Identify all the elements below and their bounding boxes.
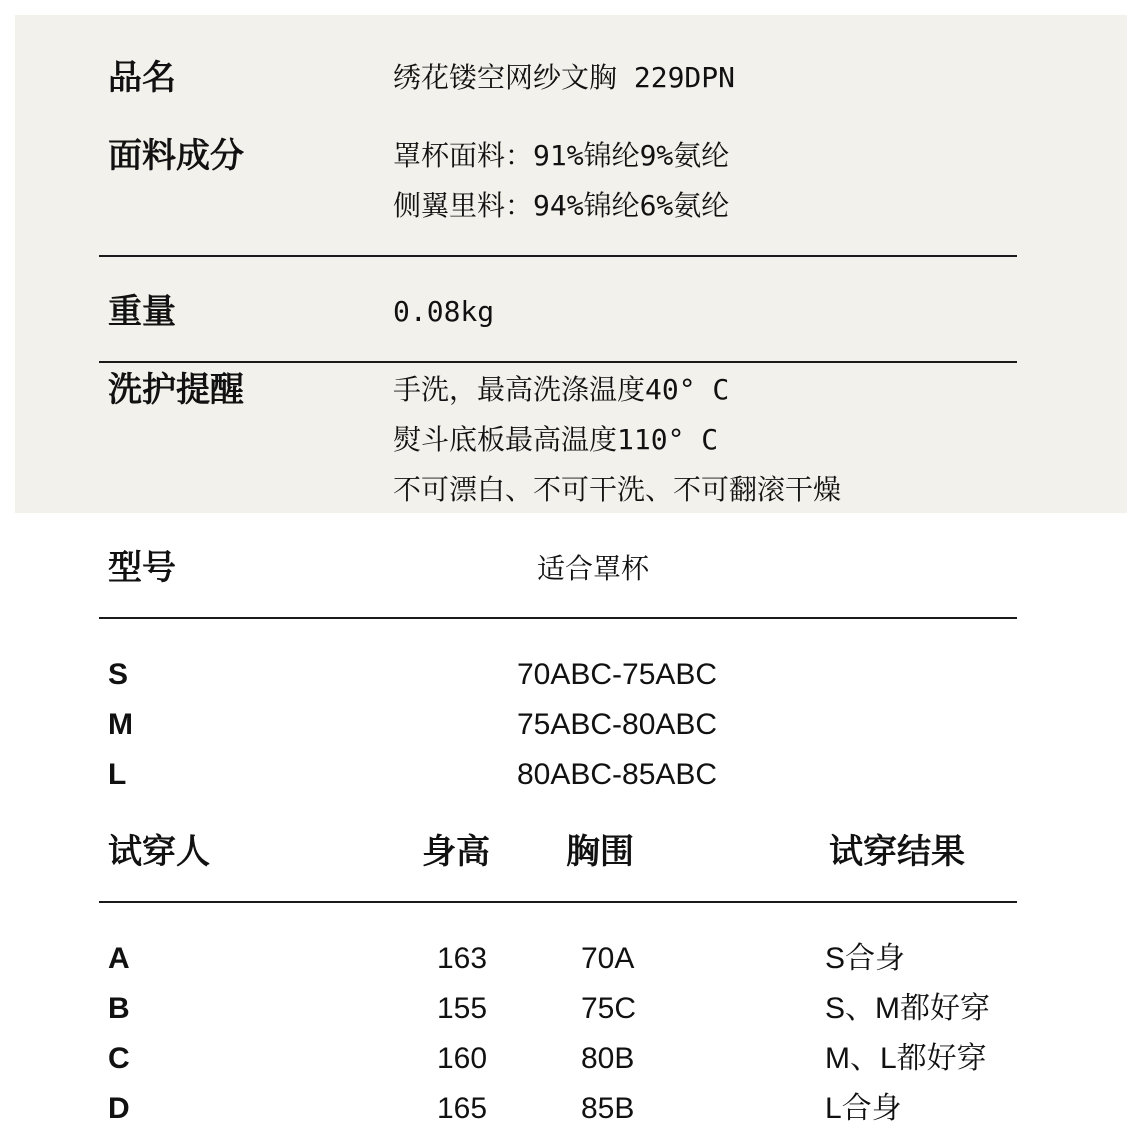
size-header-model: 型号 [108, 548, 176, 588]
trial-row-d-result: L合身 [825, 1092, 902, 1125]
trial-row-d-bust: 85B [581, 1092, 635, 1125]
trial-row-a-person: A [108, 942, 130, 975]
size-header-cup: 适合罩杯 [537, 552, 650, 585]
trial-row-c-person: C [108, 1042, 130, 1075]
size-row-l-cup: 80ABC-85ABC [517, 758, 718, 791]
fabric-label: 面料成分 [108, 136, 244, 176]
divider-info-1 [99, 255, 1017, 257]
trial-row-d-person: D [108, 1092, 130, 1125]
fabric-line-2: 侧翼里料：94%锦纶6%氨纶 [393, 189, 730, 222]
trial-row-d-height: 165 [437, 1092, 488, 1125]
care-line-1: 手洗，最高洗涤温度40° C [393, 373, 730, 406]
size-row-s-cup: 70ABC-75ABC [517, 658, 718, 691]
size-row-s-size: S [108, 658, 129, 691]
trial-row-b-height: 155 [437, 992, 488, 1025]
trial-row-b-person: B [108, 992, 130, 1025]
fabric-line-1: 罩杯面料：91%锦纶9%氨纶 [393, 139, 730, 172]
care-line-2: 熨斗底板最高温度110° C [393, 423, 719, 456]
divider-trial-header [99, 901, 1017, 903]
weight-value: 0.08kg [393, 295, 495, 328]
weight-label: 重量 [108, 292, 176, 332]
trial-row-c-height: 160 [437, 1042, 488, 1075]
trial-header-result: 试穿结果 [829, 832, 965, 872]
divider-size-header [99, 617, 1017, 619]
size-row-m-cup: 75ABC-80ABC [517, 708, 718, 741]
size-row-l-size: L [108, 758, 127, 791]
trial-row-a-bust: 70A [581, 942, 635, 975]
trial-header-person: 试穿人 [108, 832, 210, 872]
trial-header-height: 身高 [422, 832, 490, 872]
name-label: 品名 [108, 58, 176, 98]
trial-header-bust: 胸围 [566, 832, 634, 872]
trial-row-a-height: 163 [437, 942, 488, 975]
care-line-3: 不可漂白、不可干洗、不可翻滚干燥 [393, 473, 842, 506]
trial-row-c-result: M、L都好穿 [825, 1042, 987, 1075]
trial-row-b-bust: 75C [581, 992, 637, 1025]
care-label: 洗护提醒 [108, 370, 244, 410]
trial-row-a-result: S合身 [825, 942, 906, 975]
size-row-m-size: M [108, 708, 133, 741]
trial-row-b-result: S、M都好穿 [825, 992, 990, 1025]
trial-row-c-bust: 80B [581, 1042, 635, 1075]
name-value: 绣花镂空网纱文胸 229DPN [393, 61, 736, 94]
divider-info-2 [99, 361, 1017, 363]
